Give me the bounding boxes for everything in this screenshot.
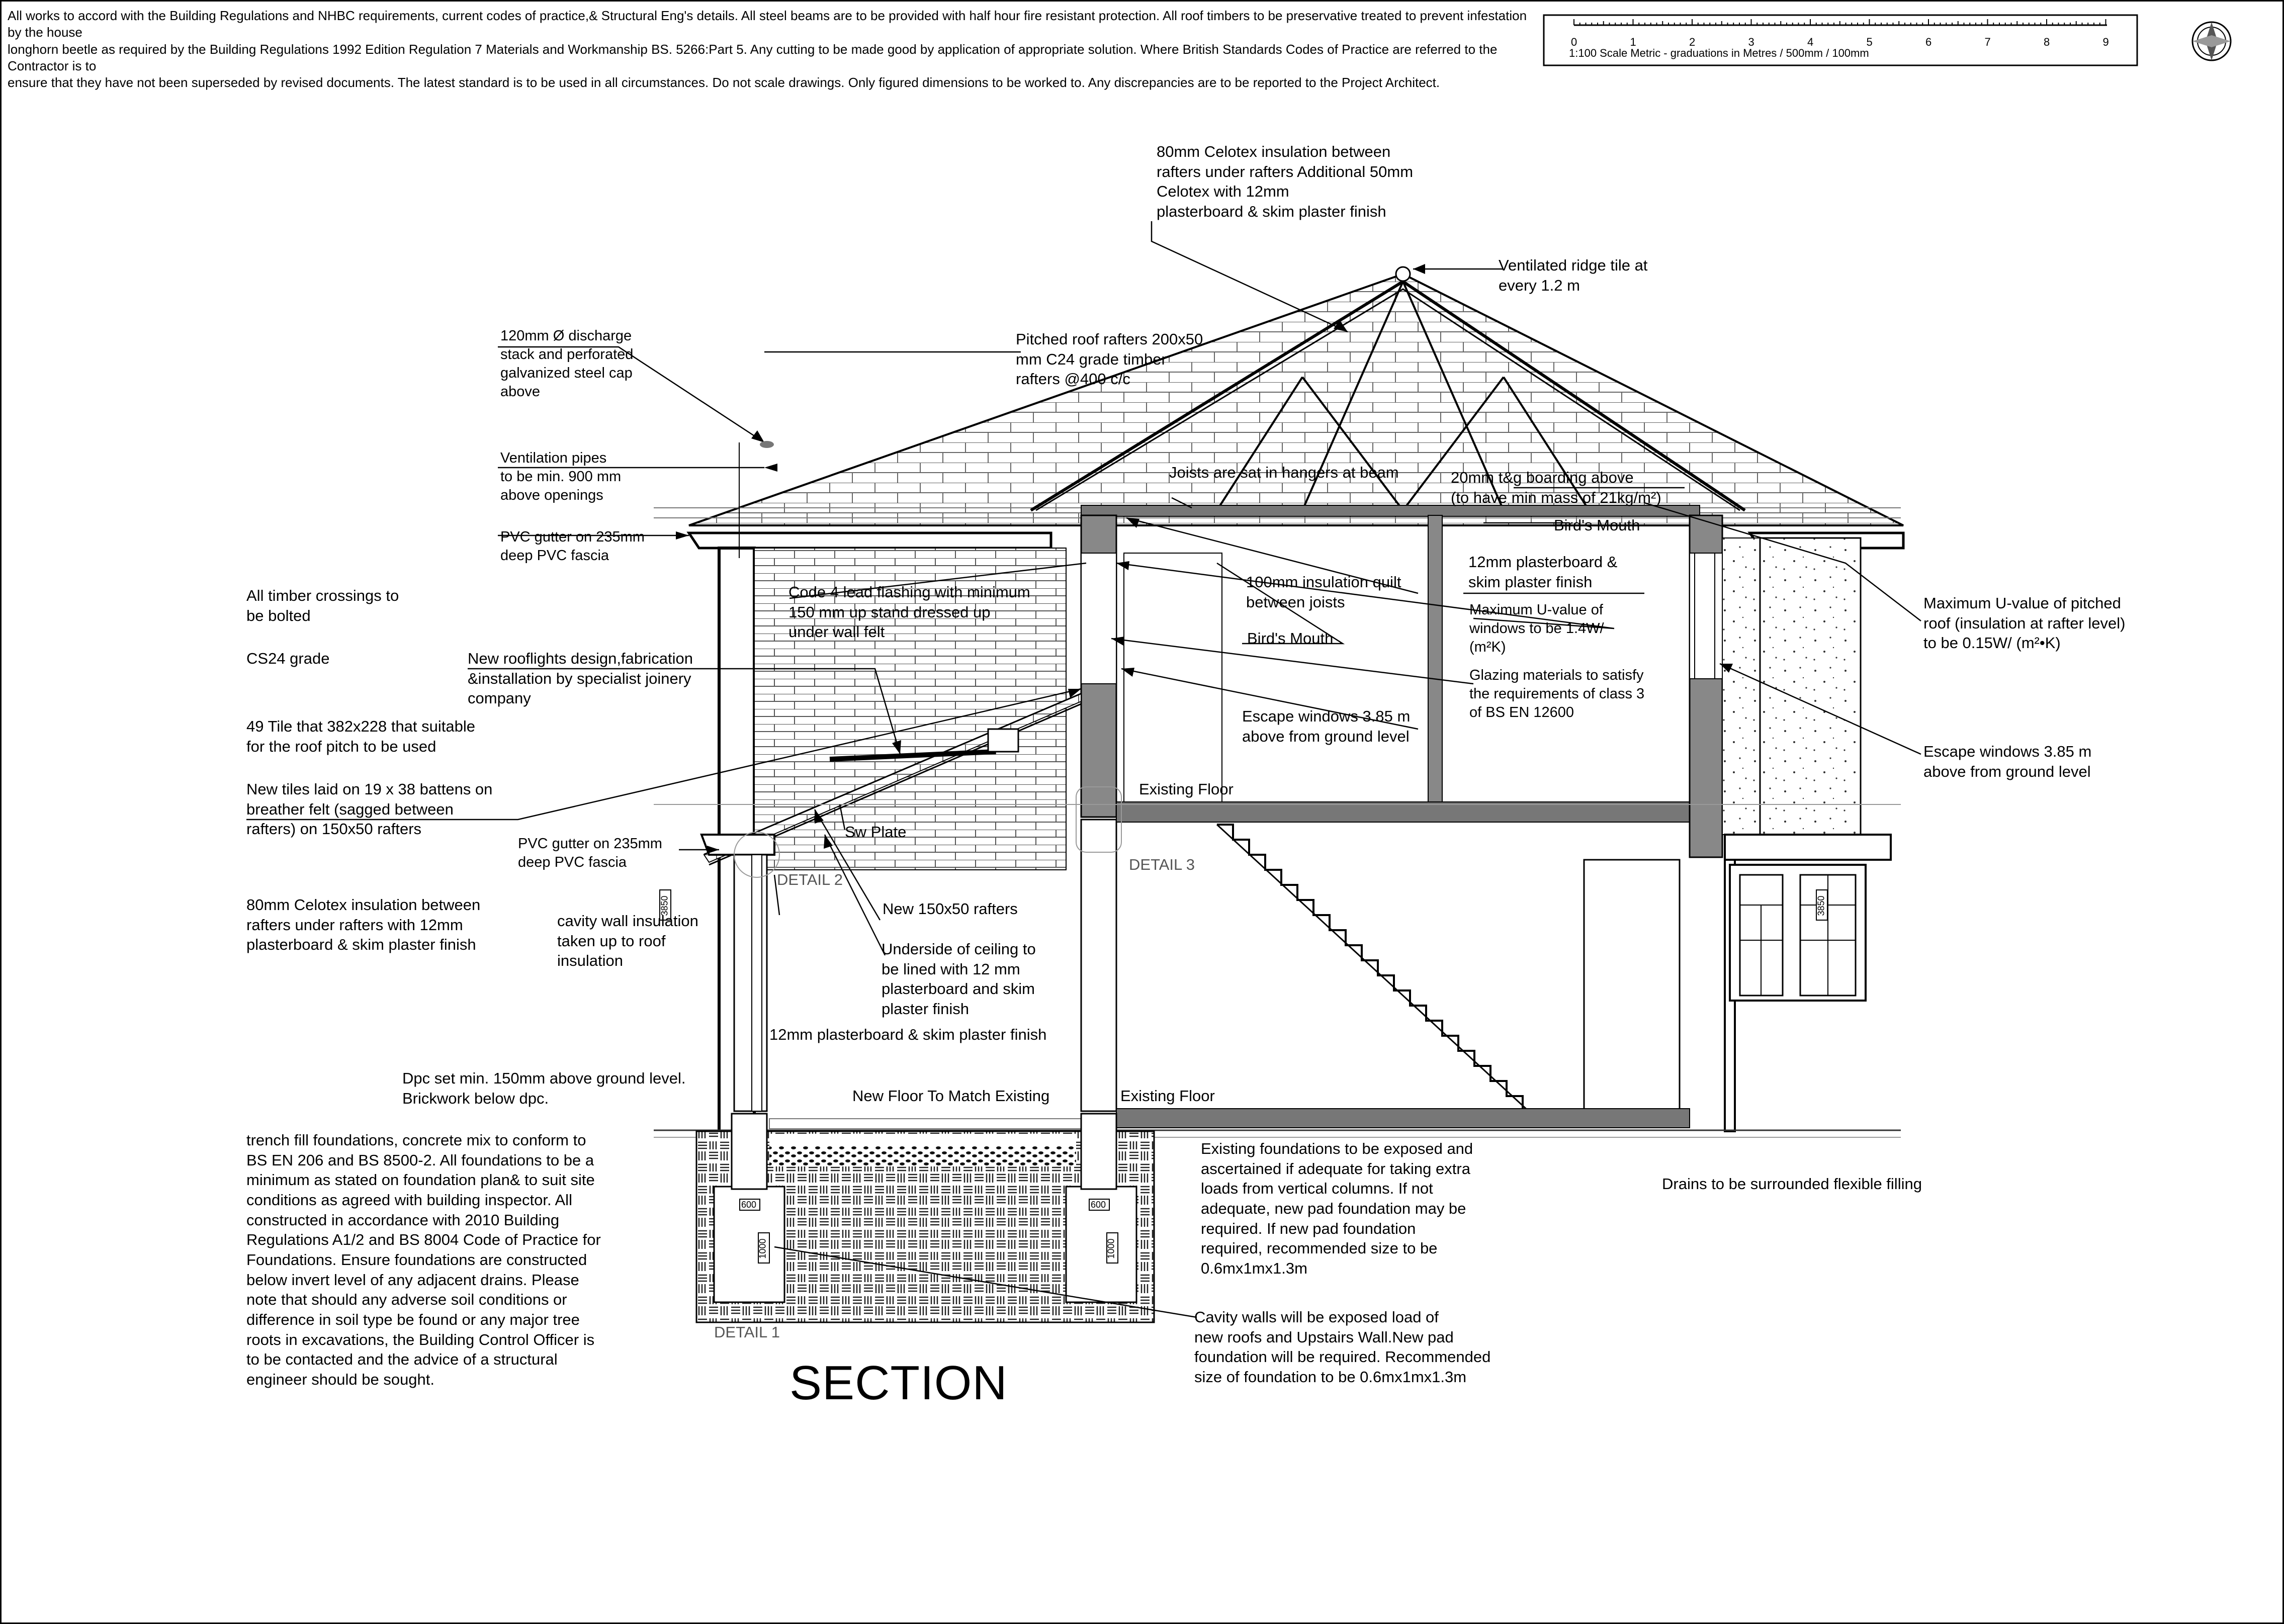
- label-detail-1: DETAIL 1: [714, 1323, 780, 1341]
- compass-icon: [2192, 22, 2231, 60]
- label-detail-2: DETAIL 2: [777, 871, 843, 888]
- scale-tick-label: 3: [1748, 36, 1754, 48]
- note-birds-mouth-right: Bird's Mouth: [1554, 516, 1640, 534]
- note-cavity-insulation: cavity wall insulation taken up to roof insulation: [557, 912, 698, 970]
- scale-tick-label: 0: [1571, 36, 1577, 48]
- label-existing-floor-upper: Existing Floor: [1139, 780, 1234, 798]
- label-detail-3: DETAIL 3: [1129, 856, 1195, 873]
- note-escape-right: Escape windows 3.85 m above from ground level: [1923, 743, 2092, 780]
- note-cs24: CS24 grade: [246, 650, 330, 667]
- scale-tick-label: 2: [1689, 36, 1696, 48]
- dim-pad-depth-right: 1000: [1106, 1238, 1116, 1259]
- label-sw-plate: Sw Plate: [845, 823, 907, 841]
- note-discharge-stack: 120mm Ø discharge stack and perforated galvanized steel cap above: [500, 328, 634, 400]
- note-pitched-rafters: Pitched roof rafters 200x50 mm C24 grade timber rafters @400 c/c: [1016, 330, 1203, 388]
- note-dpc: Dpc set min. 150mm above ground level. Brickwork below dpc.: [402, 1069, 686, 1107]
- scale-tick-label: 5: [1866, 36, 1873, 48]
- note-glazing: Glazing materials to satisfy the requirements of class 3 of BS EN 12600: [1469, 667, 1645, 721]
- note-new-tiles: New tiles laid on 19 x 38 battens on breather felt (sagged between rafters) on 150x50 rafters: [246, 780, 493, 838]
- main-roof: [654, 267, 1903, 548]
- dim-pad-depth-left: 1000: [757, 1238, 768, 1259]
- note-timber-crossings: All timber crossings to be bolted: [246, 587, 399, 624]
- scale-tick-label: 4: [1807, 36, 1814, 48]
- dim-pad-width-left: 600: [741, 1200, 757, 1210]
- scale-bar: [1544, 15, 2137, 65]
- note-joists-hangers: Joists are sat in hangers at beam: [1169, 464, 1399, 481]
- scale-tick-label: 1: [1630, 36, 1636, 48]
- note-max-uvalue-pitched: Maximum U-value of pitched roof (insulation at rafter level) to be 0.15W/ (m²•K): [1923, 594, 2126, 652]
- staircase: [1217, 825, 1529, 1111]
- note-lead-flashing: Code 4 lead flashing with minimum 150 mm up stand dressed up under wall felt: [788, 583, 1030, 641]
- note-pvc-gutter-top: PVC gutter on 235mm deep PVC fascia: [500, 529, 645, 564]
- note-celotex-top: 80mm Celotex insulation between rafters under rafters Additional 50mm Celotex with 12mm plasterboard & skim plaster finish: [1157, 143, 1414, 221]
- note-tile-49: 49 Tile that 382x228 that suitable for the roof pitch to be used: [246, 717, 475, 755]
- general-notes: All works to accord with the Building Regulations and NHBC requirements, current codes of practice,& Structural Eng's details. All steel beams are to be provided with half hour fire resistant protection. All roof timbers to be preservative treated to prevent infestation by the house longhorn beetle as required by the Building Regulations 1992 Edition Regulation 7 Materials and Workmanship BS. 5266:Part 5. Any cutting to be made good by application of appropriate solution. Where British Standards Codes of Practice are referred to the Contractor is to ensure that they have not been superseded by revised documents. The latest standard is to be used in all circumstances. Do not scale drawings. Only figured dimensions to be worked to. Any discrepancies are to be reported to the Project Architect.: [8, 8, 1527, 91]
- label-existing-floor-lower: Existing Floor: [1120, 1087, 1215, 1105]
- note-cavity-walls: Cavity walls will be exposed load of new roofs and Upstairs Wall.New pad foundation will be required. Recommended size of foundation to be 0.6mx1mx1.3m: [1194, 1308, 1491, 1386]
- scale-tick-label: 6: [1925, 36, 1932, 48]
- note-plasterboard-lower: 12mm plasterboard & skim plaster finish: [769, 1026, 1047, 1043]
- label-new-rafters: New 150x50 rafters: [883, 900, 1018, 918]
- scale-tick-label: 7: [1984, 36, 1991, 48]
- note-tg-boarding: 20mm t&g boarding above (to have min mass of 21kg/m²): [1451, 469, 1661, 506]
- note-birds-mouth-center: Bird's Mouth: [1247, 629, 1334, 647]
- note-celotex-left: 80mm Celotex insulation between rafters under rafters with 12mm plasterboard & skim plaster finish: [246, 896, 481, 954]
- scale-tick-label: 8: [2044, 36, 2050, 48]
- dim-height-right: 3850: [1816, 895, 1826, 916]
- dim-pad-width-right: 600: [1091, 1200, 1106, 1210]
- note-ridge-tile: Ventilated ridge tile at every 1.2 m: [1499, 256, 1648, 294]
- note-pvc-gutter-low: PVC gutter on 235mm deep PVC fascia: [518, 836, 662, 871]
- note-max-uvalue-windows: Maximum U-value of windows to be 1.4W/ (m²K): [1469, 602, 1604, 656]
- note-drains: Drains to be surrounded flexible filling: [1662, 1175, 1922, 1193]
- note-existing-foundations: Existing foundations to be exposed and ascertained if adequate for taking extra loads from vertical columns. If not adequate, new pad foundation may be required. If new pad foundation required, recommended size to be 0.6mx1mx1.3m: [1201, 1140, 1473, 1278]
- label-new-floor: New Floor To Match Existing: [852, 1087, 1050, 1105]
- note-ventilation-pipes: Ventilation pipes to be min. 900 mm above openings: [500, 450, 622, 504]
- note-insulation-quilt: 100mm insulation quilt between joists: [1246, 573, 1401, 611]
- scale-caption: 1:100 Scale Metric - graduations in Metres / 500mm / 100mm: [1569, 47, 1869, 59]
- dim-height-left: 3850: [659, 895, 670, 916]
- scale-tick-label: 9: [2102, 36, 2109, 48]
- note-trench-fill: trench fill foundations, concrete mix to conform to BS EN 206 and BS 8500-2. All foundations to be a minimum as stated on foundation plan& to suit site conditions as agreed with building inspector. All constructed in accordance with 2010 Building Regulations A1/2 and BS 8004 Code of Practice for Foundations. Ensure foundations are constructed below invert level of any adjacent drains. Please note that should any adverse soil conditions or difference in soil type be found or any major tree roots in excavations, the Building Control Officer is to be contacted and the advice of a structural engineer should be sought.: [246, 1131, 601, 1389]
- note-underside-ceiling: Underside of ceiling to be lined with 12 mm plasterboard and skim plaster finish: [882, 940, 1036, 1018]
- note-escape-center: Escape windows 3.85 m above from ground level: [1242, 707, 1411, 745]
- section-title: SECTION: [789, 1356, 1008, 1410]
- note-new-rooflights: New rooflights design,fabrication &installation by specialist joinery company: [468, 650, 693, 707]
- note-plasterboard-upper: 12mm plasterboard & skim plaster finish: [1468, 553, 1618, 591]
